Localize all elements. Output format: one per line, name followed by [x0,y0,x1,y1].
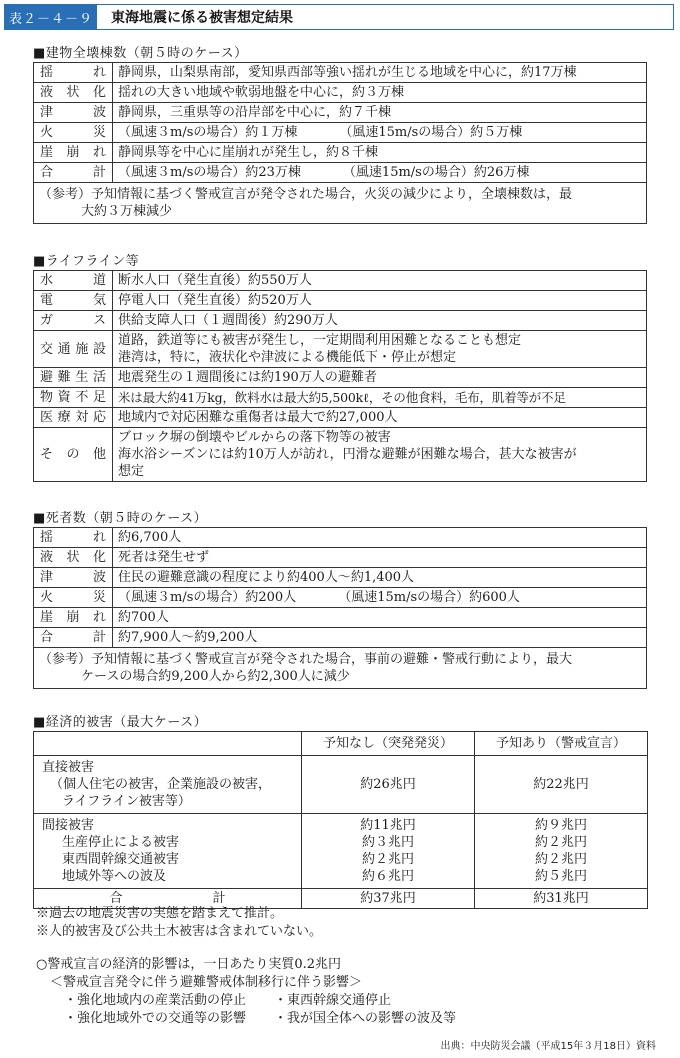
warning-impact: ○警戒宣言の経済的影響は，一日あたり実質0.2兆円 [36,957,342,972]
value-line: 港湾は，特に，液状化や津波による機能低下・停止が想定 [118,350,457,365]
row-label: 液状化 [34,83,113,103]
table-row [34,183,647,224]
row-label: 津波 [34,568,113,588]
total-label-part: 合 [109,891,123,906]
row-label: 揺れ [34,528,113,548]
row-value: 死者は発生せず [113,548,647,568]
table-row [34,83,647,103]
label-line: 東西間幹線交通被害 [62,852,180,867]
source-credit: 出典：中央防災会議（平成15年３月18日）資料 [440,1041,656,1052]
row-label: 津波 [34,103,113,123]
value-line: 約９兆円 [534,818,587,833]
cell-value: 約31兆円 [475,889,648,909]
note-line: （参考）予知情報に基づく警戒宣言が発令された場合，事前の避難・警戒行動により，最大 [39,652,573,667]
bullet-row [64,992,391,1009]
row-label: 電気 [34,291,113,311]
value-line: 想定 [118,464,145,479]
table-row [34,588,647,608]
value-line: 約11兆円 [360,818,416,833]
value-wind-15: （風速15m/sの場合）約５万棟 [339,125,523,140]
row-label: 医療対応 [34,408,113,428]
cell-value [475,814,648,889]
table-row [34,388,647,408]
economic-section-title: ■経済的被害（最大ケース） [33,715,208,730]
value-line: 約６兆円 [361,869,414,884]
row-value [113,123,647,143]
row-label: 交通施設 [34,331,113,368]
label-line: （個人住宅の被害，企業施設の被害， [50,777,272,792]
table-row [34,756,648,814]
row-label [34,756,302,814]
value-wind-15: （風速15m/sの場合）約26万棟 [342,165,530,180]
table-row [34,408,647,428]
lifeline-section-title: ■ライフライン等 [33,254,140,269]
table-header [4,4,674,30]
table-row [34,163,647,183]
bullet-item: ・東西幹線交通停止 [274,993,392,1008]
row-label [34,814,302,889]
label-line: 間接被害 [42,818,95,833]
table-row [34,814,648,889]
table-number: 表２－４－９ [5,5,97,29]
row-value [113,331,647,368]
row-value [113,588,647,608]
note-line: 大約３万棟減少 [81,204,173,219]
row-value: 静岡県等を中心に崖崩れが発生し，約８千棟 [113,143,647,163]
value-line: 約２兆円 [534,835,587,850]
row-value: 停電人口（発生直後）約520万人 [113,291,647,311]
value-line: 約２兆円 [361,852,414,867]
economic-table [33,731,648,909]
cell-value: 約37兆円 [302,889,475,909]
label-line: 直接被害 [42,760,95,775]
bullet-item: ・強化地域外での交通等の影響 [64,1011,247,1026]
table-header-row [34,732,648,756]
row-value: 静岡県，山梨県南部，愛知県西部等強い揺れが生じる地域を中心に，約17万棟 [113,63,647,83]
row-label: 液状化 [34,548,113,568]
value-line: 海水浴シーズンには約10万人が訪れ，円滑な避難が困難な場合，甚大な被害が [118,447,577,462]
footnote: ※人的被害及び公共土木被害は含まれていない。 [36,924,323,939]
row-label: ガス [34,311,113,331]
table-row [34,291,647,311]
row-label: 水道 [34,271,113,291]
table-row [34,368,647,388]
table-row [34,311,647,331]
table-row [34,568,647,588]
warning-subtitle: ＜警戒宣言発令に伴う避難警戒体制移行に伴う影響＞ [50,975,363,990]
row-label: 合計 [34,163,113,183]
row-value: 地域内で対応困難な重傷者は最大で約27,000人 [113,408,647,428]
row-value: 約7,900人～約9,200人 [113,628,647,648]
row-label: 避難生活 [34,368,113,388]
buildings-section-title: ■建物全壊棟数（朝５時のケース） [33,46,248,61]
bullet-item: ・我が国全体への影響の波及等 [274,1011,457,1026]
bullet-row [64,1010,456,1027]
table-row [34,528,647,548]
row-value [113,428,647,482]
label-line: 地域外等への波及 [62,869,167,884]
row-label: 火災 [34,588,113,608]
deaths-section-title: ■死者数（朝５時のケース） [33,511,208,526]
row-value: 約700人 [113,608,647,628]
table-row [34,608,647,628]
value-line: 道路，鉄道等にも被害が発生し，一定期間利用困難となることも想定 [118,333,522,348]
row-value: 静岡県，三重県等の沿岸部を中心に，約７千棟 [113,103,647,123]
row-value: 約6,700人 [113,528,647,548]
reference-note [34,648,647,689]
value-line: 約５兆円 [534,869,587,884]
row-label: 物資不足 [34,388,113,408]
table-row [34,428,647,482]
table-title: 東海地震に係る被害想定結果 [111,10,293,26]
row-value: 地震発生の１週間後には約190万人の避難者 [113,368,647,388]
label-line: 生産停止による被害 [62,835,180,850]
row-label: 合計 [34,628,113,648]
value-wind-3: （風速３m/sの場合）約200人 [118,590,297,605]
table-row [34,103,647,123]
value-wind-3: （風速３m/sの場合）約１万棟 [118,125,298,140]
label-line: ライフライン被害等） [62,794,191,809]
row-value: 米は最大約41万kg，飲料水は最大約5,500kℓ，その他食料，毛布，肌着等が不足 [113,388,647,408]
bullet-item: ・強化地域内の産業活動の停止 [64,993,247,1008]
footnote: ※過去の地震災害の実態を踏まえて推計。 [36,906,284,921]
buildings-table [33,62,647,224]
row-value [113,163,647,183]
table-row [34,648,647,689]
value-wind-3: （風速３m/sの場合）約23万棟 [118,165,301,180]
table-row [34,63,647,83]
value-wind-15: （風速15m/sの場合）約600人 [338,590,520,605]
total-label-part: 計 [212,891,226,906]
row-value: 供給支障人口（１週間後）約290万人 [113,311,647,331]
table-row [34,628,647,648]
deaths-table [33,527,647,689]
table-row [34,331,647,368]
note-line: （参考）予知情報に基づく警戒宣言が発令された場合，火災の減少により，全壊棟数は，最 [39,187,573,202]
table-row [34,548,647,568]
cell-value [302,814,475,889]
row-value: 住民の避難意識の程度により約400人～約1,400人 [113,568,647,588]
row-label: 崖崩れ [34,143,113,163]
row-label: 火災 [34,123,113,143]
row-value: 揺れの大きい地域や軟弱地盤を中心に，約３万棟 [113,83,647,103]
column-header: 予知あり（警戒宣言） [475,732,648,756]
table-row [34,271,647,291]
cell-value: 約22兆円 [475,756,648,814]
value-line: 約３兆円 [361,835,414,850]
blank-header-cell [34,732,302,756]
row-value: 断水人口（発生直後）約550万人 [113,271,647,291]
row-label: その他 [34,428,113,482]
row-label: 崖崩れ [34,608,113,628]
lifeline-table [33,270,647,482]
cell-value: 約26兆円 [302,756,475,814]
table-row [34,143,647,163]
column-header: 予知なし（突発発災） [302,732,475,756]
note-line: ケースの場合約9,200人から約2,300人に減少 [81,669,350,684]
row-label: 揺れ [34,63,113,83]
value-line: 約２兆円 [534,852,587,867]
table-row [34,123,647,143]
reference-note [34,183,647,224]
value-line: ブロック塀の倒壊やビルからの落下物等の被害 [118,430,391,445]
